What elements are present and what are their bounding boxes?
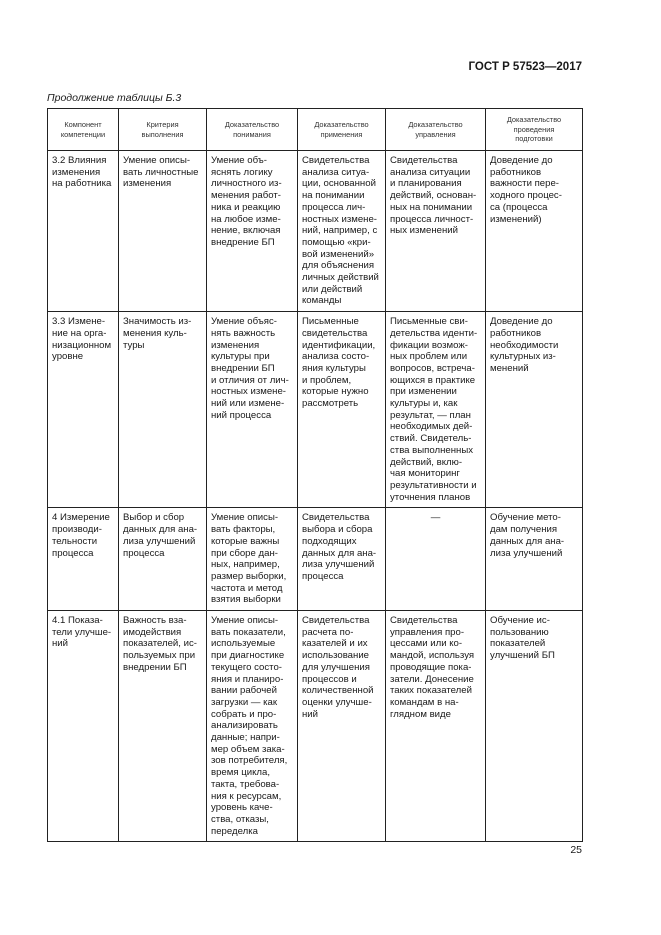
table-cell: 3.3 Измене- ние на орга- низационном уровне [48, 312, 119, 508]
table-row [48, 151, 583, 312]
table-cell: Выбор и сбор данных для ана- лиза улучшений процесса [119, 508, 207, 611]
table-cell: Умение описы- вать показатели, используемые при диагностике текущего состо- яния и планиро- вании рабочей загрузки — как собрать и про- анализировать данные; напри- мер объем зака- зов потребителя, время цикла, такта, требова- ния к ресурсам, уровень каче- ства, отказы, переделка [207, 611, 298, 842]
table-cell: Свидетельства управления про- цессами или ко- мандой, используя проводящие пока- затели. Донесение таких показателей командам в на- глядном виде [386, 611, 486, 842]
table-cell: Доведение до работников важности пере- ходного процес- са (процесса изменений) [486, 151, 583, 312]
column-header-component: Компонент компетенции [48, 109, 119, 151]
column-header-understanding: Доказательство понимания [207, 109, 298, 151]
table-cell: Доведение до работников необходимости культурных из- менений [486, 312, 583, 508]
table-cell: Умение описы- вать факторы, которые важны при сборе дан- ных, например, размер выборки, частота и метод взятия выборки [207, 508, 298, 611]
table-cell: Свидетельства анализа ситуации и планирования действий, основан- ных на понимании процесса личност- ных изменений [386, 151, 486, 312]
standard-designation: ГОСТ Р 57523—2017 [468, 61, 582, 73]
table-continuation-caption: Продолжение таблицы Б.3 [47, 92, 182, 104]
table-row [48, 611, 583, 842]
table-cell: 4.1 Показа- тели улучше- ний [48, 611, 119, 842]
table-cell: Умение объ- яснять логику личностного из- менения работ- ника и реакцию на любое изме- нение, включая внедрение БП [207, 151, 298, 312]
table-cell: 4 Измерение производи- тельности процесса [48, 508, 119, 611]
table-cell: Важность вза- имодействия показателей, ис- пользуемых при внедрении БП [119, 611, 207, 842]
table-cell: Письменные сви- детельства иденти- фикации возмож- ных проблем или вопросов, встреча- ющихся в практике при изменении культуры и, как результат, — план необходимых дей- ствий. Свидетель- ства выполненных действий, вклю- чая мониторинг результативности и уточнения планов [386, 312, 486, 508]
competence-table [47, 108, 583, 842]
page-number: 25 [570, 844, 582, 856]
table-cell: Умение объяс- нять важность изменения культуры при внедрении БП и отличия от лич- ностных измене- ний или измене- ний процесса [207, 312, 298, 508]
table-row [48, 312, 583, 508]
table-cell: Свидетельства выбора и сбора подходящих данных для ана- лиза улучшений процесса [298, 508, 386, 611]
table-cell: Письменные свидетельства идентификации, анализа состо- яния культуры и проблем, которые нужно рассмотреть [298, 312, 386, 508]
table-row [48, 508, 583, 611]
table-cell: Обучение ис- пользованию показателей улучшений БП [486, 611, 583, 842]
column-header-training: Доказательство проведения подготовки [486, 109, 583, 151]
table-cell: Обучение мето- дам получения данных для ана- лиза улучшений [486, 508, 583, 611]
table-cell-empty-dash: — [386, 508, 486, 611]
table-cell: Свидетельства анализа ситуа- ции, основанной на понимании процесса лич- ностных измене- ний, например, с помощью «кри- вой изменений» для объяснения личных действий или действий команды [298, 151, 386, 312]
table-cell: Умение описы- вать личностные изменения [119, 151, 207, 312]
column-header-application: Доказательство применения [298, 109, 386, 151]
table-cell: 3.2 Влияния изменения на работника [48, 151, 119, 312]
column-header-management: Доказательство управления [386, 109, 486, 151]
table-cell: Значимость из- менения куль- туры [119, 312, 207, 508]
column-header-criteria: Критерия выполнения [119, 109, 207, 151]
table-cell: Свидетельства расчета по- казателей и их использование для улучшения процессов и количественной оценки улучше- ний [298, 611, 386, 842]
table-header-row [48, 109, 583, 151]
